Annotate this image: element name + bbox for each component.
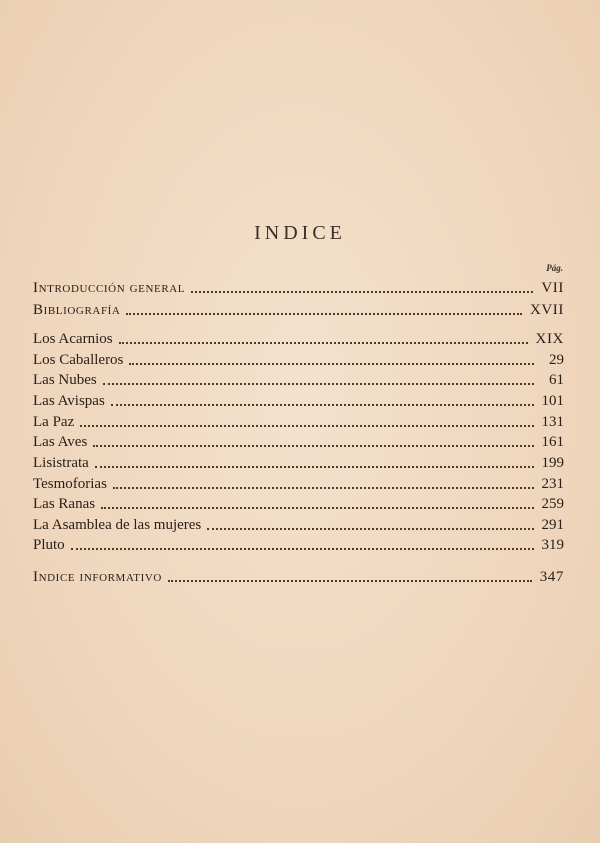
toc-entry-label: Las Aves [33, 434, 88, 450]
toc-entry-ranas [33, 494, 564, 514]
toc-entry-label: Introducción general [33, 280, 186, 296]
toc-entry-paz [33, 412, 564, 432]
page-title: INDICE [254, 222, 346, 244]
toc-entry-page: 231 [541, 476, 564, 492]
leader-dots [103, 382, 534, 385]
toc-entry-page: VII [541, 280, 564, 296]
leader-dots [126, 312, 521, 315]
toc-entry-label: Lisistrata [33, 455, 89, 471]
toc-entry-label: Indice informativo [33, 569, 162, 585]
toc-entry-indice-informativo [33, 567, 564, 587]
toc-entry-lisistrata [33, 453, 564, 473]
toc-entry-page: 199 [541, 455, 564, 471]
toc-entry-page: 347 [539, 569, 564, 585]
leader-dots [101, 506, 533, 509]
toc-entry-page: 61 [549, 372, 564, 388]
toc-entry-aves [33, 432, 564, 452]
toc-entry-page: 101 [541, 393, 564, 409]
toc-entry-caballeros [33, 350, 564, 370]
toc-entry-bibliografia [33, 300, 564, 320]
toc-entry-page: 319 [541, 537, 564, 553]
toc-entry-page: 259 [541, 496, 564, 512]
leader-dots [113, 486, 534, 489]
toc-entry-label: La Asamblea de las mujeres [33, 517, 202, 533]
leader-dots [80, 424, 533, 427]
toc-entry-nubes [33, 370, 564, 390]
toc-entry-page: XVII [529, 302, 564, 318]
toc-entry-introduccion [33, 278, 564, 298]
toc-entry-page: 131 [541, 414, 564, 430]
leader-dots [119, 341, 528, 344]
toc-entry-page: XIX [535, 331, 564, 347]
leader-dots [95, 465, 534, 468]
page-column-label: Pág. [546, 263, 563, 273]
leader-dots [71, 547, 534, 550]
toc-entry-label: Los Caballeros [33, 352, 124, 368]
toc-entry-label: Tesmoforias [33, 476, 107, 492]
toc-entry-asamblea [33, 515, 564, 535]
leader-dots [93, 444, 533, 447]
toc-entry-label: Bibliografía [33, 302, 121, 318]
toc-entry-tesmoforias [33, 474, 564, 494]
leader-dots [168, 579, 532, 582]
toc-entry-label: La Paz [33, 414, 75, 430]
toc-entry-page: 161 [541, 434, 564, 450]
leader-dots [191, 290, 533, 293]
toc-entry-label: Los Acarnios [33, 331, 113, 347]
toc-entry-label: Las Nubes [33, 372, 97, 388]
toc-entry-page: 29 [549, 352, 564, 368]
toc-entry-pluto [33, 535, 564, 555]
toc-entry-acarnios [33, 329, 564, 349]
toc-entry-avispas [33, 391, 564, 411]
leader-dots [129, 362, 534, 365]
toc-entry-label: Las Avispas [33, 393, 105, 409]
toc-entry-label: Pluto [33, 537, 65, 553]
toc-entry-label: Las Ranas [33, 496, 96, 512]
toc-entry-page: 291 [541, 517, 564, 533]
leader-dots [207, 527, 533, 530]
leader-dots [111, 403, 534, 406]
